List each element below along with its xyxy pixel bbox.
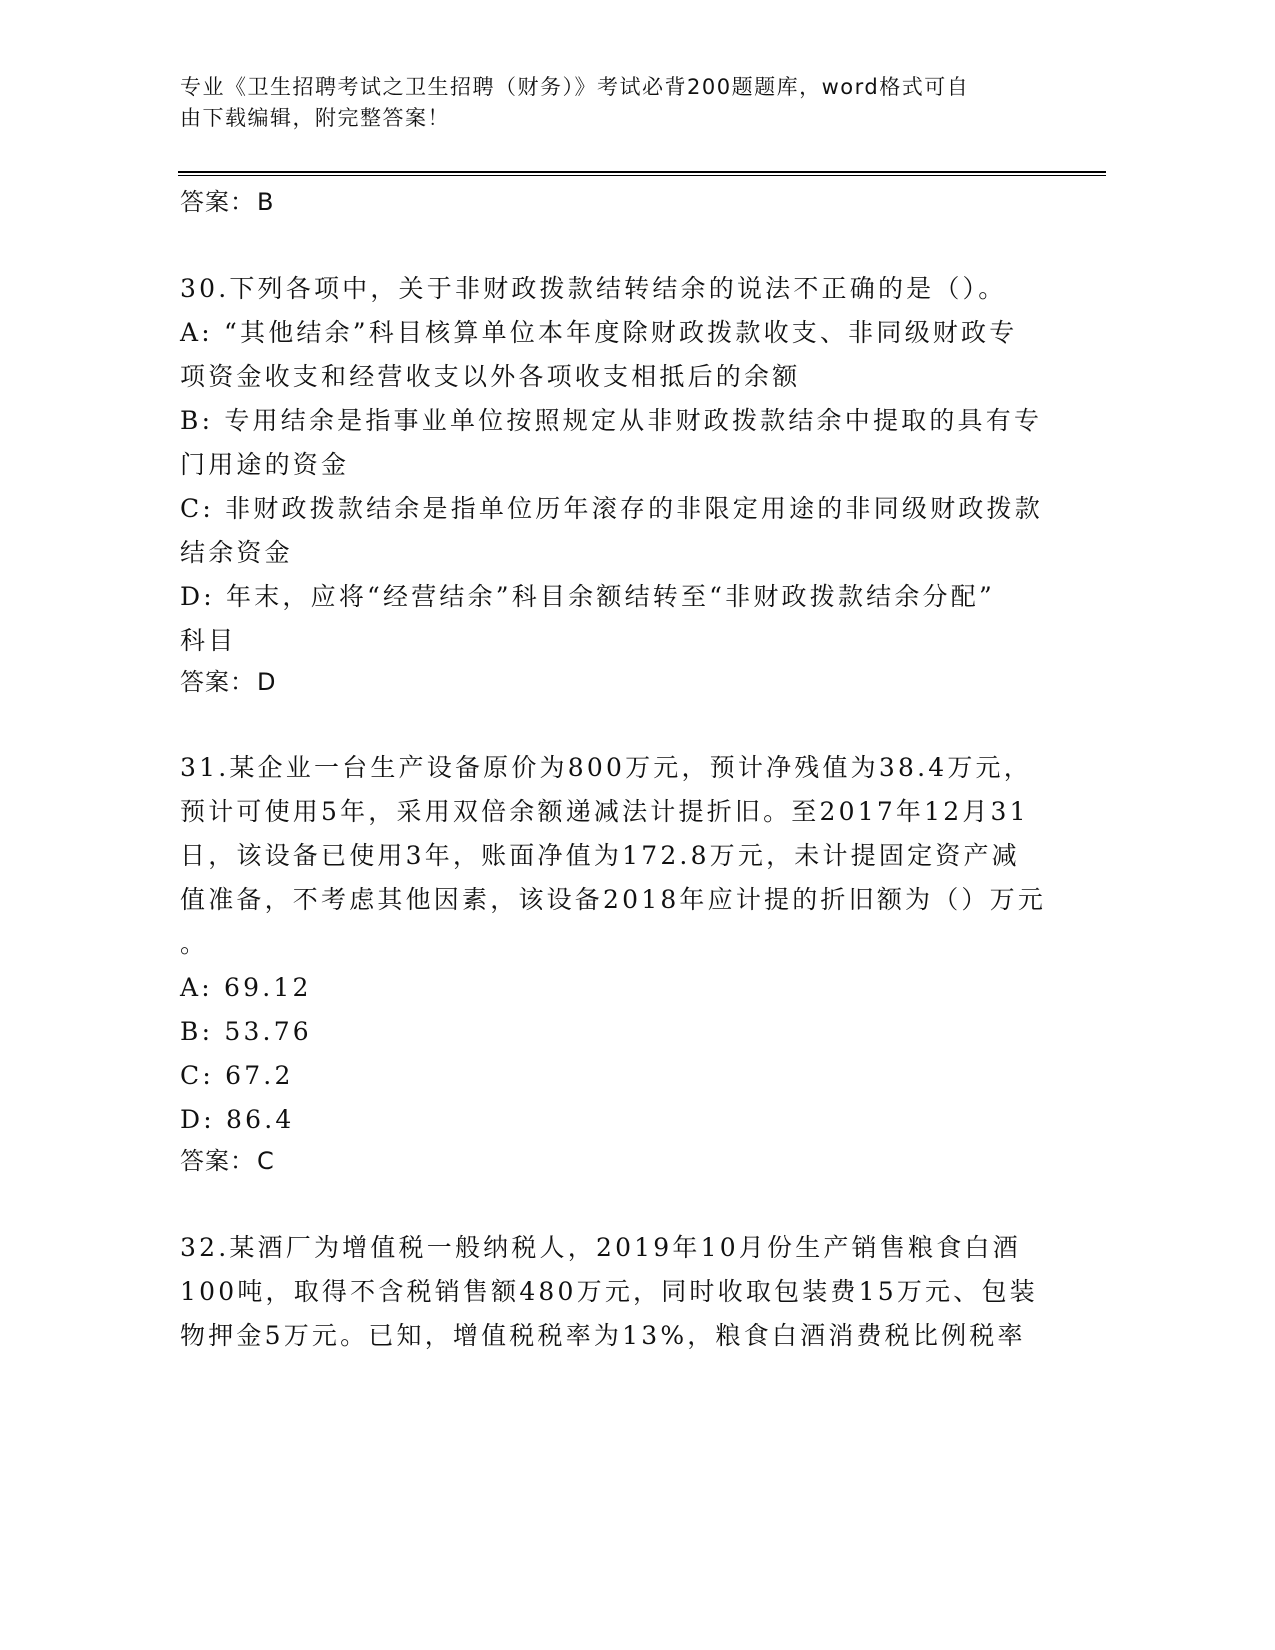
header-rule-thick	[178, 171, 1106, 173]
q30-option-c-line-1: C: 非财政拨款结余是指单位历年滚存的非限定用途的非同级财政拨款	[180, 494, 1043, 523]
answer-label: 答案：	[180, 668, 255, 696]
q30-option-b-line-1: B: 专用结余是指事业单位按照规定从非财政拨款结余中提取的具有专	[180, 406, 1043, 435]
question-31	[180, 746, 1060, 1142]
header-rule-thin	[178, 175, 1106, 176]
q32-stem-line-1: 32.某酒厂为增值税一般纳税人，2019年10月份生产销售粮食白酒	[180, 1233, 1021, 1262]
answer-value: B	[257, 188, 275, 216]
q31-stem-line-3: 日，该设备已使用3年，账面净值为172.8万元，未计提固定资产减	[180, 841, 1020, 870]
q30-option-a-line-2: 项资金收支和经营收支以外各项收支相抵后的余额	[180, 362, 801, 391]
header-line-2: 由下载编辑，附完整答案！	[180, 106, 450, 130]
answer-value: D	[257, 668, 277, 696]
q31-option-d: D: 86.4	[180, 1105, 295, 1134]
answer-q31	[180, 1146, 275, 1176]
q30-option-d-line-2: 科目	[180, 626, 237, 655]
question-30	[180, 267, 1060, 663]
q30-option-a-line-1: A: “其他结余”科目核算单位本年度除财政拨款收支、非同级财政专	[180, 318, 1018, 347]
q32-stem-line-2: 100吨，取得不含税销售额480万元，同时收取包装费15万元、包装	[180, 1277, 1038, 1306]
answer-q30	[180, 667, 276, 697]
q31-stem-line-2: 预计可使用5年，采用双倍余额递减法计提折旧。至2017年12月31	[180, 797, 1029, 826]
answer-value: C	[257, 1147, 275, 1175]
q30-option-d-line-1: D: 年末，应将“经营结余”科目余额结转至“非财政拨款结余分配”	[180, 582, 995, 611]
q31-option-b: B: 53.76	[180, 1017, 312, 1046]
q31-option-a: A: 69.12	[180, 973, 312, 1002]
q30-option-c-line-2: 结余资金	[180, 538, 293, 567]
q30-option-b-line-2: 门用途的资金	[180, 450, 350, 479]
q32-stem-line-3: 物押金5万元。已知，增值税税率为13%，粮食白酒消费税比例税率	[180, 1321, 1026, 1350]
question-32	[180, 1226, 1060, 1358]
answer-label: 答案：	[180, 1147, 255, 1175]
q31-option-c: C: 67.2	[180, 1061, 294, 1090]
answer-label: 答案：	[180, 188, 255, 216]
document-header	[180, 72, 1040, 134]
q30-stem-line-1: 30.下列各项中，关于非财政拨款结转结余的说法不正确的是（）。	[180, 274, 1007, 303]
q31-stem-line-4: 值准备，不考虑其他因素，该设备2018年应计提的折旧额为（）万元	[180, 885, 1047, 914]
answer-q29	[180, 187, 274, 217]
q31-stem-line-1: 31.某企业一台生产设备原价为800万元，预计净残值为38.4万元，	[180, 753, 1032, 782]
header-line-1: 专业《卫生招聘考试之卫生招聘（财务）》考试必背200题题库，word格式可自	[180, 75, 970, 99]
q31-stem-line-5: 。	[180, 929, 209, 958]
